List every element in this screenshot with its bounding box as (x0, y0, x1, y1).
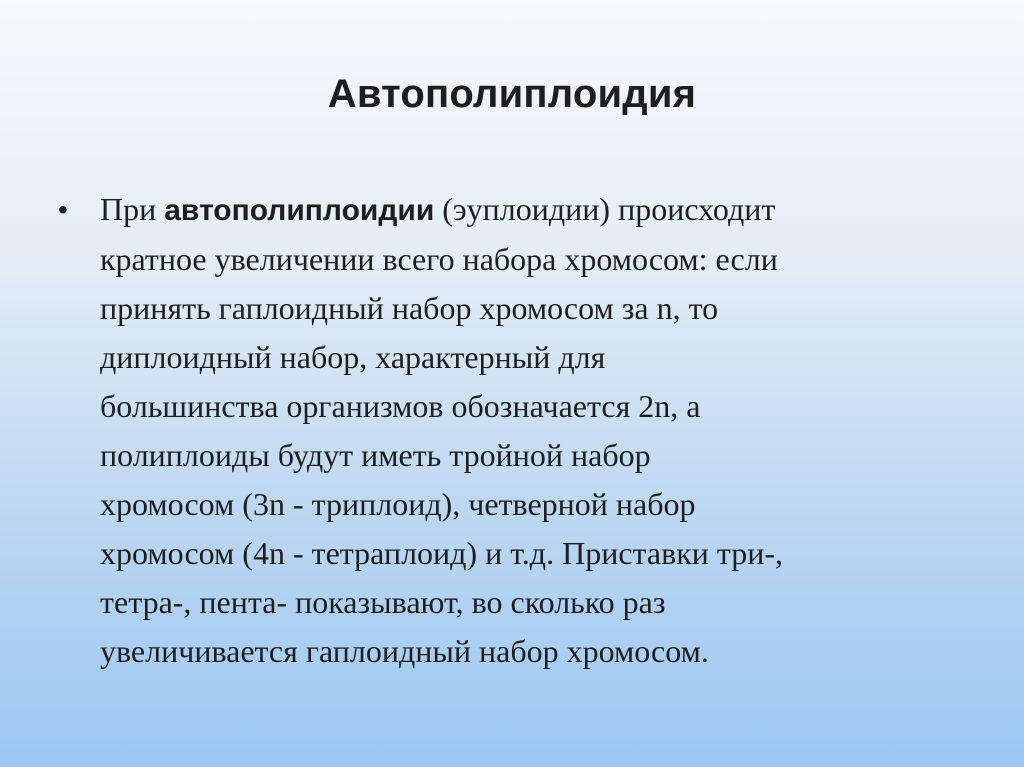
paragraph-line-6: полиплоиды будут иметь тройной набор (100, 437, 651, 473)
bold-term: автополиплоидии (164, 194, 435, 227)
paragraph-line-2: кратное увеличении всего набора хромосом: если (100, 241, 778, 277)
bullet-icon: • (58, 194, 68, 225)
line-1-suffix: (эуплоидии) происходит (434, 191, 776, 227)
paragraph-line-5: большинства организмов обозначается 2n, а (100, 388, 701, 424)
paragraph-line-10: увеличивается гаплоидный набор хромосом. (100, 633, 709, 669)
line-1-prefix: При (100, 191, 165, 227)
paragraph-line-7: хромосом (3n - триплоид), четверной набор (100, 486, 696, 522)
bullet-item (58, 185, 978, 676)
slide-title: Автополиплоидия (327, 72, 697, 116)
paragraph-line-9: тетра-, пента- показывают, во сколько раз (100, 584, 666, 620)
paragraph-line-4: диплоидный набор, характерный для (100, 339, 606, 375)
paragraph-line-1 (100, 185, 978, 235)
bullet-list (58, 185, 978, 676)
paragraph-line-3: принять гаплоидный набор хромосом за n, то (100, 290, 719, 326)
paragraph-line-8: хромосом (4n - тетраплоид) и т.д. Приставки три-, (100, 535, 784, 571)
